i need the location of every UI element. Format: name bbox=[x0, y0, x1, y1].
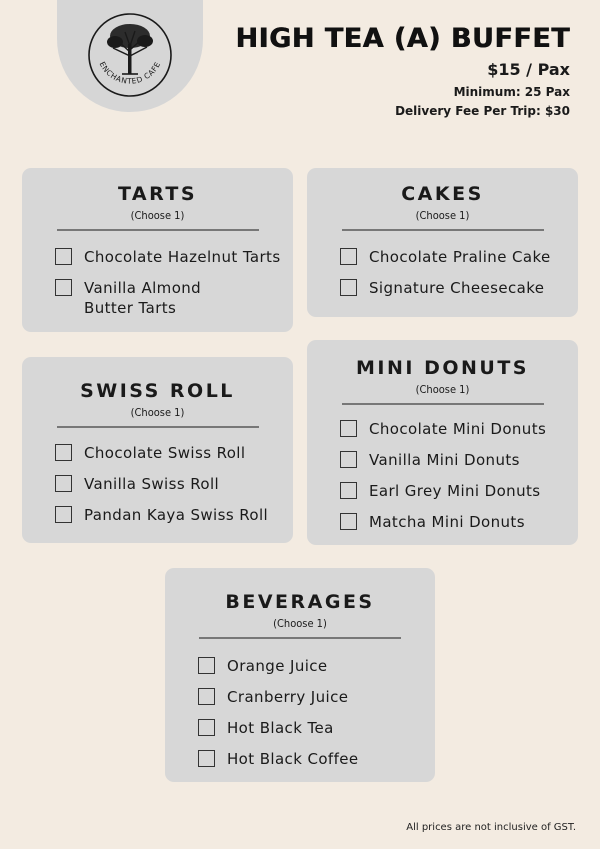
option-label: Pandan Kaya Swiss Roll bbox=[84, 505, 269, 524]
checkbox[interactable] bbox=[55, 444, 72, 461]
option-label: Chocolate Mini Donuts bbox=[369, 419, 547, 438]
logo-tab bbox=[57, 0, 203, 112]
option-label: Hot Black Tea bbox=[227, 718, 334, 737]
menu-option[interactable] bbox=[340, 247, 578, 267]
menu-option[interactable] bbox=[340, 450, 578, 470]
checkbox[interactable] bbox=[340, 279, 357, 296]
card-title: SWISS ROLL bbox=[80, 380, 235, 402]
card-title: MINI DONUTS bbox=[356, 357, 529, 379]
card-subtitle: (Choose 1) bbox=[415, 209, 470, 222]
menu-header bbox=[235, 22, 570, 119]
menu-option[interactable] bbox=[198, 718, 435, 738]
tarts-card bbox=[22, 168, 293, 332]
checkbox[interactable] bbox=[198, 750, 215, 767]
delivery-fee: Delivery Fee Per Trip: $30 bbox=[395, 104, 570, 118]
option-label: Chocolate Praline Cake bbox=[369, 247, 551, 266]
menu-option[interactable] bbox=[340, 481, 578, 501]
menu-title: HIGH TEA (A) BUFFET bbox=[235, 23, 570, 54]
card-title: CAKES bbox=[401, 183, 484, 205]
menu-option[interactable] bbox=[340, 419, 578, 439]
option-label: Earl Grey Mini Donuts bbox=[369, 481, 541, 500]
card-subtitle: (Choose 1) bbox=[130, 406, 185, 419]
checkbox[interactable] bbox=[340, 451, 357, 468]
checkbox[interactable] bbox=[340, 482, 357, 499]
beverages-card bbox=[165, 568, 435, 782]
checkbox[interactable] bbox=[55, 506, 72, 523]
menu-option[interactable] bbox=[340, 512, 578, 532]
card-subtitle: (Choose 1) bbox=[415, 383, 470, 396]
card-subtitle: (Choose 1) bbox=[273, 617, 327, 630]
minimum-order: Minimum: 25 Pax bbox=[453, 85, 570, 99]
menu-option[interactable] bbox=[198, 749, 435, 769]
menu-option[interactable] bbox=[340, 278, 578, 298]
menu-option[interactable] bbox=[55, 247, 293, 267]
menu-option[interactable] bbox=[55, 443, 293, 463]
menu-option[interactable] bbox=[198, 687, 435, 707]
card-subtitle: (Choose 1) bbox=[130, 209, 185, 222]
price-per-pax: $15 / Pax bbox=[487, 60, 570, 79]
card-title: TARTS bbox=[117, 183, 198, 205]
checkbox[interactable] bbox=[340, 513, 357, 530]
option-label: Cranberry Juice bbox=[227, 687, 349, 706]
menu-option[interactable] bbox=[55, 278, 293, 318]
option-label: Orange Juice bbox=[227, 656, 328, 675]
logo-brand-text: ENCHANTED CAFE bbox=[97, 60, 163, 86]
option-label: Signature Cheesecake bbox=[369, 278, 545, 297]
checkbox[interactable] bbox=[55, 279, 72, 296]
option-label: Matcha Mini Donuts bbox=[369, 512, 525, 531]
checkbox[interactable] bbox=[198, 688, 215, 705]
menu-option[interactable] bbox=[55, 505, 293, 525]
checkbox[interactable] bbox=[55, 248, 72, 265]
menu-option[interactable] bbox=[55, 474, 293, 494]
menu-option[interactable] bbox=[198, 656, 435, 676]
option-label: Hot Black Coffee bbox=[227, 749, 359, 768]
mini-donuts-card bbox=[307, 340, 578, 545]
cakes-card bbox=[307, 168, 578, 317]
option-label: Vanilla Mini Donuts bbox=[369, 450, 520, 469]
checkbox[interactable] bbox=[55, 475, 72, 492]
checkbox[interactable] bbox=[340, 420, 357, 437]
option-label: Chocolate Swiss Roll bbox=[84, 443, 246, 462]
option-label: Vanilla Swiss Roll bbox=[84, 474, 220, 493]
checkbox[interactable] bbox=[198, 719, 215, 736]
card-title: BEVERAGES bbox=[225, 591, 375, 613]
tree-icon bbox=[107, 24, 153, 74]
option-label: Chocolate Hazelnut Tarts bbox=[84, 247, 281, 266]
checkbox[interactable] bbox=[198, 657, 215, 674]
gst-footnote: All prices are not inclusive of GST. bbox=[406, 822, 576, 833]
swiss-roll-card bbox=[22, 357, 293, 543]
enchanted-cafe-logo bbox=[85, 10, 175, 100]
option-label: Vanilla Almond Butter Tarts bbox=[84, 278, 202, 317]
checkbox[interactable] bbox=[340, 248, 357, 265]
